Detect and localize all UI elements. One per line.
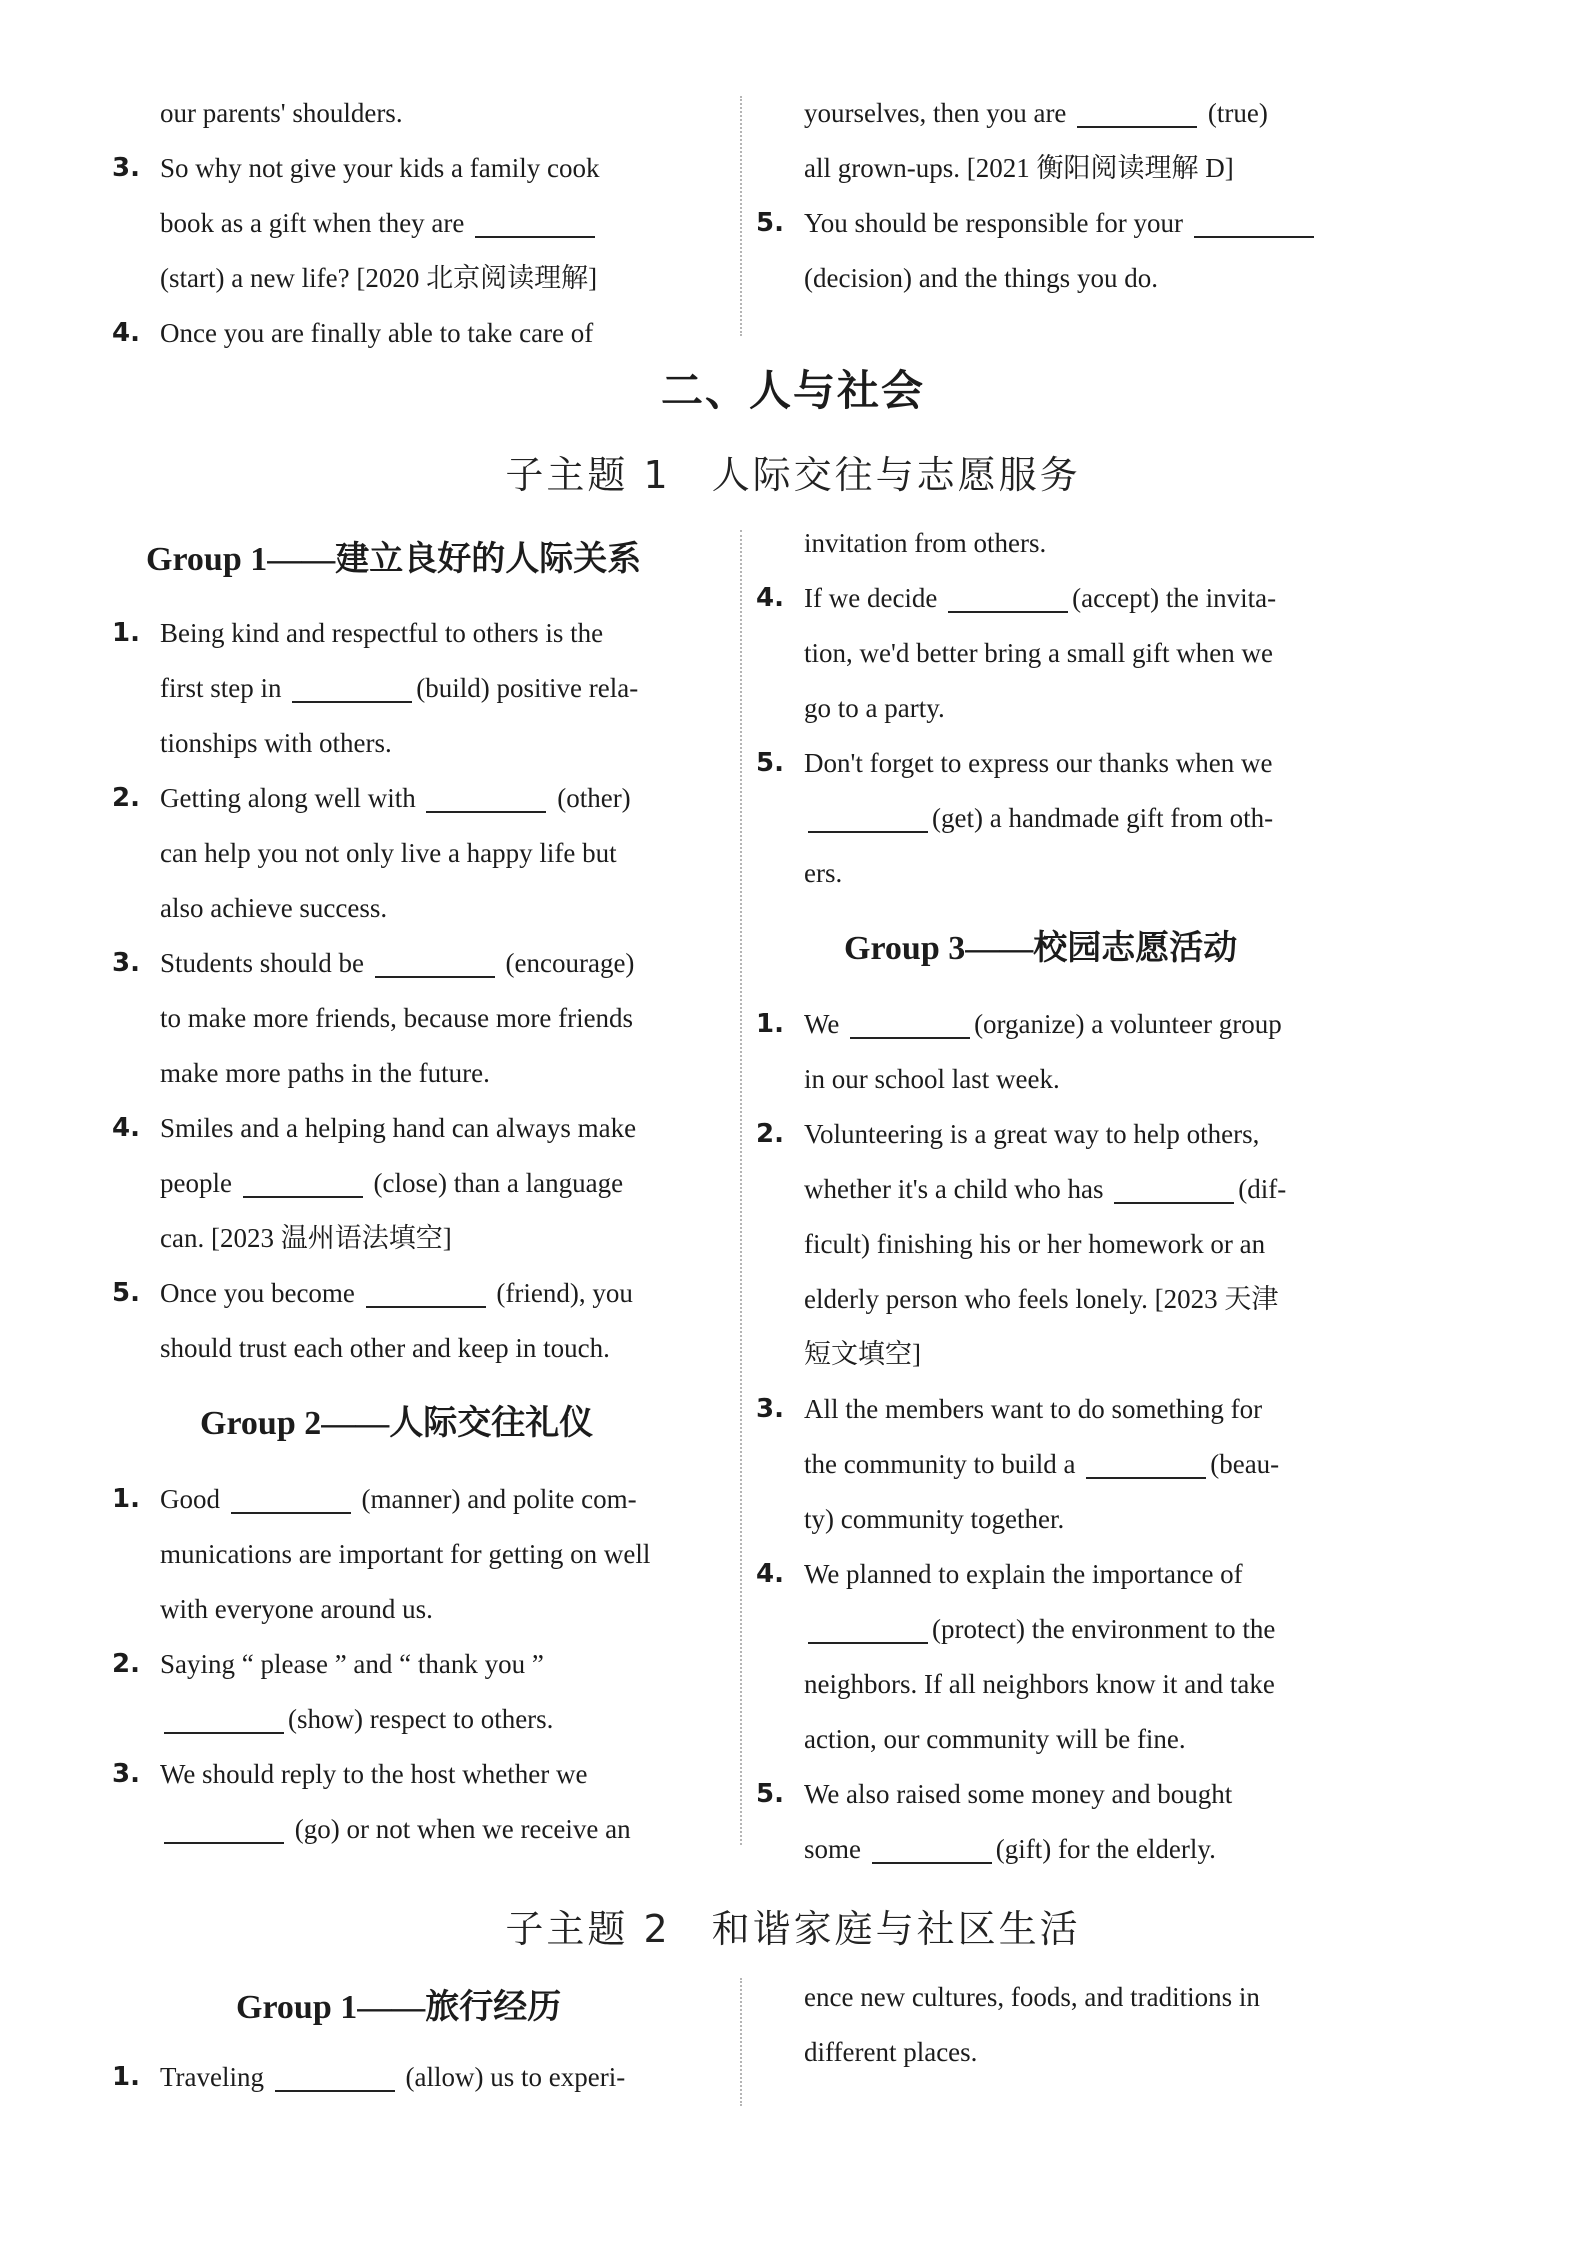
- exercise-line: 3. So why not give your kids a family cook: [160, 141, 728, 196]
- item-number: 4.: [112, 318, 140, 348]
- item-number: 5.: [756, 1779, 784, 1809]
- exercise-item: [108, 141, 728, 306]
- answer-blank[interactable]: [1086, 1441, 1206, 1479]
- answer-blank[interactable]: [850, 1001, 970, 1039]
- exercise-line: can. [2023 温州语法填空]: [160, 1223, 452, 1253]
- item-number: 2.: [112, 783, 140, 813]
- exercise-item: [108, 306, 728, 361]
- answer-blank[interactable]: [243, 1160, 363, 1198]
- exercise-line: 1. Good (manner) and polite com-: [160, 1472, 728, 1527]
- exercise-line: 2. Saying “ please ” and “ thank you ”: [160, 1637, 728, 1692]
- exercise-item: [108, 1747, 728, 1857]
- exercise-line: can help you not only live a happy life but: [160, 838, 617, 868]
- item-number: 1.: [112, 2062, 140, 2092]
- top-left-column: [108, 86, 728, 361]
- exercise-line: 1. Being kind and respectful to others is the: [160, 606, 728, 661]
- exercise-line: 5. Don't forget to express our thanks when we: [804, 736, 1370, 791]
- exercise-line: 2. Getting along well with (other): [160, 771, 728, 826]
- answer-blank[interactable]: [475, 200, 595, 238]
- exercise-line: ty) community together.: [804, 1504, 1065, 1534]
- exercise-line: book as a gift when they are: [160, 196, 728, 251]
- exercise-item: [108, 606, 728, 771]
- answer-blank[interactable]: [948, 575, 1068, 613]
- answer-blank[interactable]: [808, 795, 928, 833]
- item-number: 2.: [112, 1649, 140, 1679]
- exercise-item: [108, 936, 728, 1101]
- item-number: 1.: [112, 618, 140, 648]
- exercise-item: [108, 1472, 728, 1637]
- exercise-line: 4. We planned to explain the importance of: [804, 1547, 1370, 1602]
- exercise-item: [752, 196, 1370, 306]
- item-number: 3.: [756, 1394, 784, 1424]
- exercise-line: 5. We also raised some money and bought: [804, 1767, 1370, 1822]
- exercise-line: people (close) than a language: [160, 1156, 728, 1211]
- exercise-line: the community to build a (beau-: [804, 1437, 1370, 1492]
- continued-line: ence new cultures, foods, and traditions in: [804, 1982, 1260, 2012]
- answer-blank[interactable]: [426, 775, 546, 813]
- exercise-line: all grown-ups. [2021 衡阳阅读理解 D]: [804, 153, 1234, 183]
- answer-blank[interactable]: [1194, 200, 1314, 238]
- exercise-line: action, our community will be fine.: [804, 1724, 1186, 1754]
- item-number: 4.: [756, 583, 784, 613]
- exercise-line: elderly person who feels lonely. [2023 天津: [804, 1284, 1279, 1314]
- answer-blank[interactable]: [164, 1696, 284, 1734]
- answer-blank[interactable]: [1077, 90, 1197, 128]
- group-2-heading: Group 2——人际交往礼仪: [200, 1405, 594, 1442]
- exercise-line: 3. We should reply to the host whether we: [160, 1747, 728, 1802]
- exercise-line: in our school last week.: [804, 1064, 1060, 1094]
- exercise-item: [752, 1547, 1370, 1767]
- subtheme-1-left-column: [108, 514, 728, 1857]
- exercise-item: [752, 1107, 1370, 1382]
- group-1-heading: Group 1——建立良好的人际关系: [146, 541, 642, 578]
- answer-blank[interactable]: [292, 665, 412, 703]
- exercise-line: (protect) the environment to the: [804, 1602, 1370, 1657]
- exercise-line: should trust each other and keep in touch.: [160, 1333, 610, 1363]
- exercise-line: 1. Traveling (allow) us to experi-: [160, 2050, 728, 2105]
- answer-blank[interactable]: [808, 1606, 928, 1644]
- answer-blank[interactable]: [375, 940, 495, 978]
- exercise-line: 4. Smiles and a helping hand can always make: [160, 1101, 728, 1156]
- exercise-line: neighbors. If all neighbors know it and take: [804, 1669, 1275, 1699]
- exercise-line: 3. Students should be (encourage): [160, 936, 728, 991]
- section-title: 二、人与社会: [660, 366, 925, 415]
- column-divider-top: [740, 96, 742, 336]
- exercise-line: (go) or not when we receive an: [160, 1802, 728, 1857]
- exercise-line: some (gift) for the elderly.: [804, 1822, 1370, 1877]
- exercise-line: go to a party.: [804, 693, 945, 723]
- answer-blank[interactable]: [1114, 1166, 1234, 1204]
- exercise-line: also achieve success.: [160, 893, 388, 923]
- item-number: 4.: [756, 1559, 784, 1589]
- exercise-line: tionships with others.: [160, 728, 392, 758]
- continued-line: different places.: [804, 2037, 978, 2067]
- exercise-line: whether it's a child who has (dif-: [804, 1162, 1370, 1217]
- column-divider-middle: [740, 530, 742, 1845]
- exercise-item: [108, 2050, 728, 2105]
- exercise-line: make more paths in the future.: [160, 1058, 490, 1088]
- exercise-item: [108, 1637, 728, 1747]
- exercise-line: 2. Volunteering is a great way to help others,: [804, 1107, 1370, 1162]
- exercise-item: [108, 1266, 728, 1376]
- top-right-column: [752, 86, 1370, 306]
- exercise-item: [752, 1382, 1370, 1547]
- exercise-line: munications are important for getting on well: [160, 1539, 651, 1569]
- continued-line: invitation from others.: [804, 528, 1047, 558]
- exercise-item: [752, 571, 1370, 736]
- item-number: 1.: [756, 1009, 784, 1039]
- exercise-line: our parents' shoulders.: [160, 98, 403, 128]
- subtheme-2-title: 子主题 2 和谐家庭与社区生活: [505, 1907, 1081, 1951]
- exercise-line: 5. You should be responsible for your: [804, 196, 1370, 251]
- exercise-item: [108, 771, 728, 936]
- exercise-line: 5. Once you become (friend), you: [160, 1266, 728, 1321]
- column-divider-bottom: [740, 1978, 742, 2106]
- group-3-heading: Group 3——校园志愿活动: [844, 930, 1238, 967]
- answer-blank[interactable]: [872, 1826, 992, 1864]
- exercise-line: (decision) and the things you do.: [804, 263, 1158, 293]
- answer-blank[interactable]: [164, 1806, 284, 1844]
- subtheme-2-right-column: [752, 1970, 1370, 2080]
- exercise-line: (show) respect to others.: [160, 1692, 728, 1747]
- item-number: 3.: [112, 948, 140, 978]
- exercise-item: [752, 1767, 1370, 1877]
- item-number: 5.: [756, 208, 784, 238]
- item-number: 2.: [756, 1119, 784, 1149]
- exercise-item: [752, 736, 1370, 901]
- exercise-item: [108, 86, 728, 141]
- exercise-line: 3. All the members want to do something for: [804, 1382, 1370, 1437]
- exercise-line: with everyone around us.: [160, 1594, 433, 1624]
- item-number: 3.: [112, 1759, 140, 1789]
- exercise-line: first step in (build) positive rela-: [160, 661, 728, 716]
- exercise-line: yourselves, then you are (true): [804, 86, 1370, 141]
- subtheme-2-group-1-heading: Group 1——旅行经历: [236, 1989, 562, 2026]
- item-number: 4.: [112, 1113, 140, 1143]
- exercise-item: [752, 86, 1370, 196]
- subtheme-2-left-column: [108, 1966, 728, 2105]
- subtheme-1-title: 子主题 1 人际交往与志愿服务: [505, 453, 1081, 497]
- exercise-line: (start) a new life? [2020 北京阅读理解]: [160, 263, 598, 293]
- exercise-line: ficult) finishing his or her homework or an: [804, 1229, 1266, 1259]
- exercise-line: ers.: [804, 858, 843, 888]
- exercise-line: 4. Once you are finally able to take care of: [160, 306, 728, 361]
- item-number: 3.: [112, 153, 140, 183]
- subtheme-1-right-column: [752, 516, 1370, 1877]
- answer-blank[interactable]: [231, 1476, 351, 1514]
- exercise-line: to make more friends, because more friends: [160, 1003, 634, 1033]
- item-number: 5.: [112, 1278, 140, 1308]
- exercise-item: [108, 1101, 728, 1266]
- item-number: 1.: [112, 1484, 140, 1514]
- answer-blank[interactable]: [366, 1270, 486, 1308]
- exercise-line: 4. If we decide (accept) the invita-: [804, 571, 1370, 626]
- answer-blank[interactable]: [275, 2054, 395, 2092]
- exercise-line: 短文填空]: [804, 1339, 921, 1369]
- exercise-line: tion, we'd better bring a small gift when we: [804, 638, 1273, 668]
- exercise-line: (get) a handmade gift from oth-: [804, 791, 1370, 846]
- exercise-item: [752, 997, 1370, 1107]
- exercise-line: 1. We (organize) a volunteer group: [804, 997, 1370, 1052]
- item-number: 5.: [756, 748, 784, 778]
